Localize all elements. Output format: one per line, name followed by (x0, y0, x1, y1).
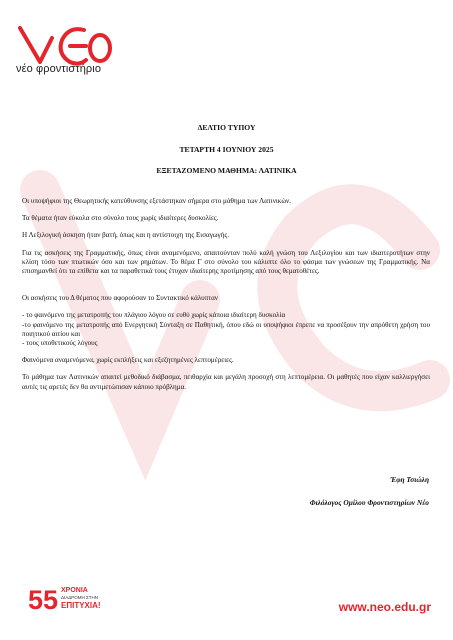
badge-line-3: ΕΠΙΤΥΧΙΑ! (61, 601, 101, 610)
press-release-body (22, 197, 430, 400)
paragraph: Οι ασκήσεις του Δ θέματος που αφορούσαν το Συντακτικό κάλυπταν (22, 294, 218, 303)
paragraph: Οι υποψήφιοι της Θεωρητικής κατεύθυνσης εξετάστηκαν σήμερα στο μάθημα των Λατινικών. (22, 197, 291, 205)
list-item: -το φαινόμενο της μετατροπής από Ενεργητική Σύνταξη σε Παθητική, όπου εδώ οι υποψήφιοι έπρεπε να προσέξουν την απρόθετη χρήση του ποιητικού αιτίου και (22, 320, 430, 338)
list-item: - το φαινόμενο της μετατροπής του πλάγιου λόγου σε ευθύ χωρίς κάποια ιδιαίτερη δυσκολία (22, 311, 286, 320)
logo-text: νέο φροντιστήριο (16, 63, 102, 75)
paragraph: Το μάθημα των Λατινικών απαιτεί μεθοδικό διάβασμα, πειθαρχία και μεγάλη προσοχή στη λεπτομέρεια. Οι μαθητές που είχαν καλλιεργήσει αυτές τις αρετές δεν θα αντιμετώπισαν κάποιο πρόβλημα. (22, 373, 430, 391)
website-link[interactable]: www.neo.edu.gr (338, 600, 431, 614)
badge-number: 55 (28, 585, 59, 613)
exam-subject: ΕΞΕΤΑΖΟΜΕΝΟ ΜΑΘΗΜΑ: ΛΑΤΙΝΙΚΑ (156, 166, 297, 175)
paragraph: Τα θέματα ήταν εύκολα στο σύνολο τους χωρίς ιδιαίτερες δυσκολίες. (22, 214, 219, 223)
paragraph: Η Λεξιλογική άσκηση ήταν βατή, όπως και η αντίστοιχη της Εισαγωγής. (22, 231, 229, 240)
brand-logo-icon (14, 18, 134, 88)
badge-line-2: ΔΙΑΔΡΟΜΗ ΣΤΗΝ (61, 595, 99, 600)
paragraph: Για τις ασκήσεις της Γραμματικής, όπως είναι αναμενόμενο, απαιτούνταν πολύ καλή γνώση του Λεξιλογίου και των ιδιαιτεροτήτων στην κλίση τόσο των πτωτικών όσο και των ρημάτων. Το θέμα Γ στο σύνολο του κάλυπτε όλο το φάσμα των γνώσεων της Γραμματικής. Να επισημανθεί ότι τα επίθετα και τα παραθετικά τους έτυχαν ιδιαίτερης προτίμησης από τους θεματοθέτες. (22, 248, 430, 276)
signature-role: Φιλόλογος Ομίλου Φροντιστηρίων Νέο (309, 498, 429, 507)
paragraph: Φαινόμενα αναμενόμενα, χωρίς εκπλήξεις και εξεζητημένες λεπτομέρειες. (22, 356, 234, 365)
document-title: ΔΕΛΤΙΟ ΤΥΠΟΥ (197, 123, 256, 132)
anniversary-badge (28, 583, 118, 613)
list-item: - τους υποθετικούς λόγους (22, 339, 98, 348)
badge-line-1: ΧΡΟΝΙΑ (61, 587, 88, 594)
document-date: ΤΕΤΑΡΤΗ 4 ΙΟΥΝΙΟΥ 2025 (179, 145, 274, 154)
signature-name: Έφη Τσιώλη (390, 475, 429, 484)
